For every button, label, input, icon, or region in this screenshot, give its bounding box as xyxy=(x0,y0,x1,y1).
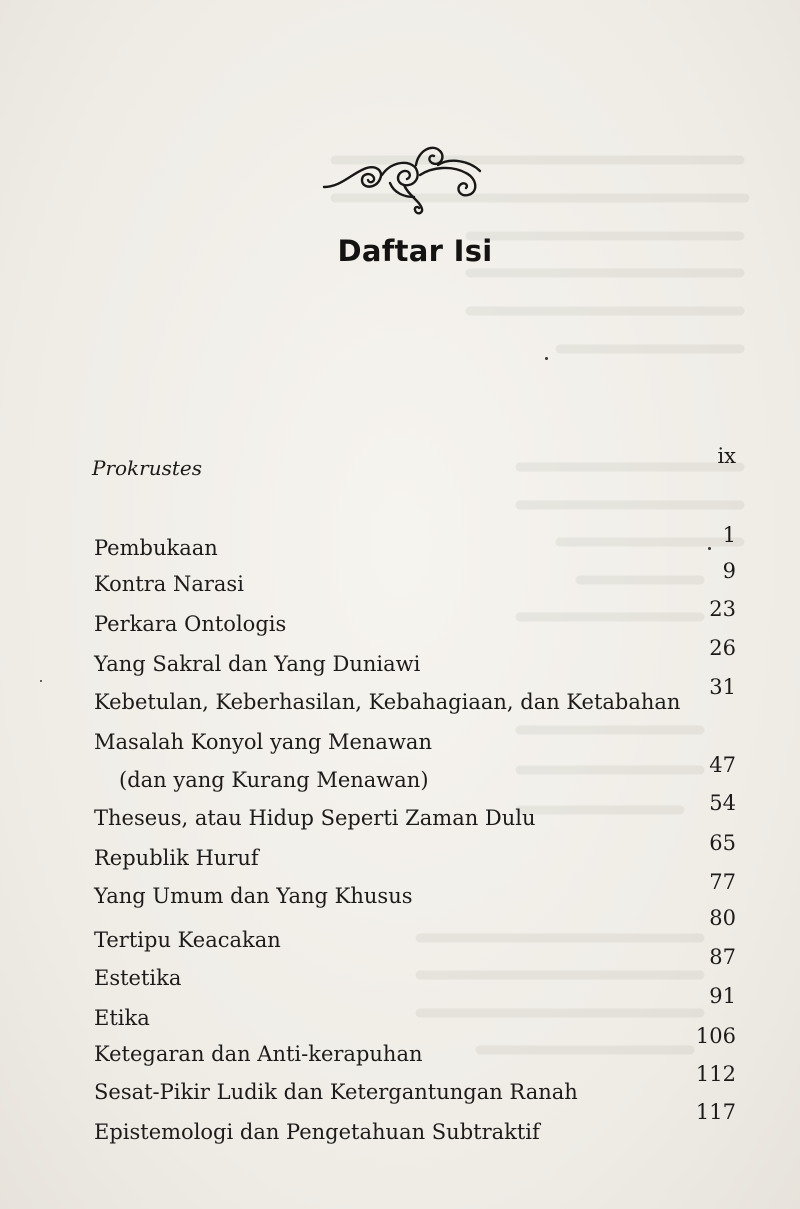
toc-entry-page: 91 xyxy=(709,984,736,1008)
toc-entry-label: Yang Umum dan Yang Khusus xyxy=(94,884,413,908)
paper-speck xyxy=(40,680,42,682)
toc-entry-page: 54 xyxy=(709,791,736,815)
toc-entry-page: 77 xyxy=(709,870,736,894)
toc-entry-label: Yang Sakral dan Yang Duniawi xyxy=(94,652,421,676)
toc-entry-page: 23 xyxy=(709,597,736,621)
toc-entry-page: 87 xyxy=(709,945,736,969)
toc-entry-label: (dan yang Kurang Menawan) xyxy=(119,768,429,792)
toc-entry-page: 47 xyxy=(709,753,736,777)
toc-entry-page: 106 xyxy=(695,1024,736,1048)
toc-entry-label: Ketegaran dan Anti-kerapuhan xyxy=(94,1042,423,1066)
toc-entry-page: 9 xyxy=(722,559,736,583)
toc-entry-label: Perkara Ontologis xyxy=(94,612,287,636)
page-title: Daftar Isi xyxy=(337,234,493,268)
toc-entry-label: Masalah Konyol yang Menawan xyxy=(94,730,432,754)
toc-entry-label: Estetika xyxy=(94,966,182,990)
toc-entry-page: 65 xyxy=(709,831,736,855)
toc-entry-page: 1 xyxy=(722,523,736,547)
toc-entry-label: Theseus, atau Hidup Seperti Zaman Dulu xyxy=(94,806,536,830)
paper-speck xyxy=(708,547,711,550)
toc-entry-label: Epistemologi dan Pengetahuan Subtraktif xyxy=(94,1120,540,1144)
toc-entry-label: Pembukaan xyxy=(94,536,218,560)
toc-prelude-label: Prokrustes xyxy=(92,456,203,480)
toc-entry-page: 117 xyxy=(695,1100,736,1124)
toc-entry-label: Kontra Narasi xyxy=(94,572,244,596)
paper-speck xyxy=(545,357,548,360)
toc-entry-label: Etika xyxy=(94,1006,150,1030)
toc-entry-page: 26 xyxy=(709,636,736,660)
toc-entry-page: 31 xyxy=(709,675,736,699)
toc-entry-label: Sesat-Pikir Ludik dan Ketergantungan Ranah xyxy=(94,1080,578,1104)
toc-entry-page: 80 xyxy=(709,906,736,930)
toc-prelude-page: ix xyxy=(717,444,736,468)
toc-entry-page: 112 xyxy=(695,1062,736,1086)
toc-entry-label: Kebetulan, Keberhasilan, Kebahagiaan, dan Ketabahan xyxy=(94,690,681,714)
toc-entry-label: Republik Huruf xyxy=(94,846,259,870)
toc-entry-label: Tertipu Keacakan xyxy=(94,928,281,952)
